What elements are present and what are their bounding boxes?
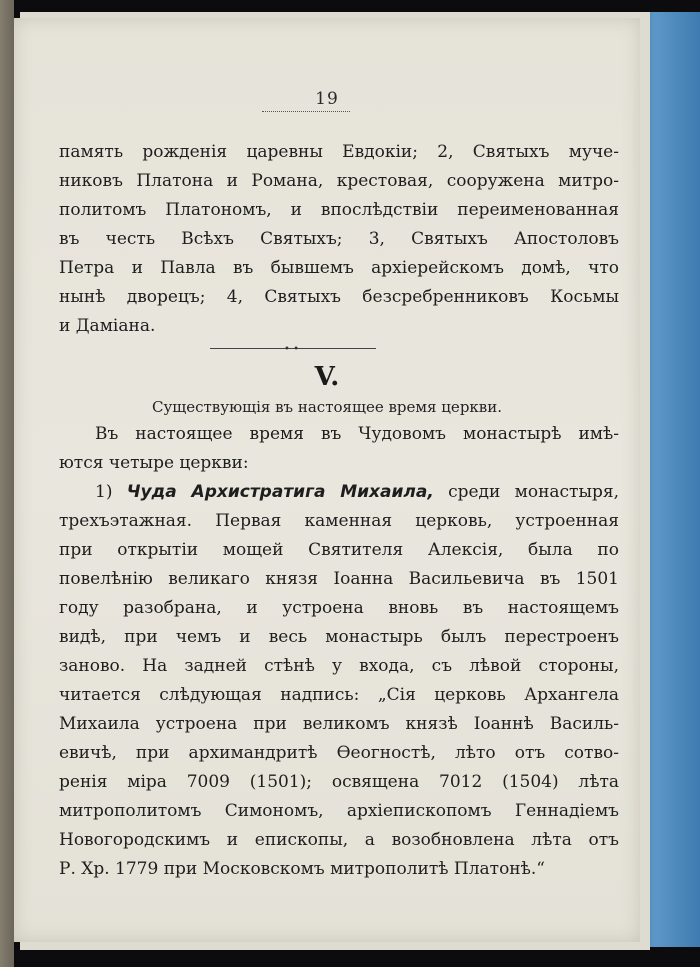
text-line: году разобрана, и устроена вновь въ настоящемъ [59,598,619,618]
text-line: ренія міра 7009 (1501); освящена 7012 (1504) лѣта [59,772,619,792]
text-line: ются четыре церкви: [59,453,249,473]
text-line: Петра и Павла въ бывшемъ архіерейскомъ домѣ, что [59,258,619,278]
section-numeral: V. [314,362,340,392]
divider-ornament: • • [284,344,299,355]
text-line: при открытіи мощей Святителя Алексія, была по [59,540,619,560]
text-line: Михаила устроена при великомъ князѣ Іоаннѣ Василь- [59,714,619,734]
page-number-rule [262,111,350,112]
paragraph-churches-list [59,138,619,341]
text-line: заново. На задней стѣнѣ у входа, съ лѣвой стороны, [59,656,619,676]
item-heading-line [59,478,619,507]
adjacent-page-edge [0,0,14,967]
book-page [14,18,640,942]
item-text: среди монастыря, [448,482,620,502]
text-line: читается слѣдующая надпись: „Сія церковь Архангела [59,685,619,705]
page-number: 19 [315,89,339,109]
item-number: 1) [95,482,113,502]
text-line: въ честь Всѣхъ Святыхъ; 3, Святыхъ Апостоловъ [59,229,619,249]
text-line: евичѣ, при архимандритѣ Ѳеогностѣ, лѣто отъ сотво- [59,743,619,763]
text-line: нынѣ дворецъ; 4, Святыхъ безсребренниковъ Косьмы [59,287,619,307]
text-line: Въ настоящее время въ Чудовомъ монастырѣ имѣ- [95,424,619,444]
text-line: и Даміана. [59,316,156,336]
text-line: политомъ Платономъ, и впослѣдствіи переименованная [59,200,619,220]
text-line: видѣ, при чемъ и весь монастырь былъ перестроенъ [59,627,619,647]
text-line: никовъ Платона и Романа, крестовая, сооружена митро- [59,171,619,191]
paragraph-existing-churches [59,420,619,884]
text-line: повелѣнію великаго князя Іоанна Васильевича въ 1501 [59,569,619,589]
text-line: Р. Хр. 1779 при Московскомъ митрополитѣ Платонѣ.“ [59,859,545,879]
text-line: память рожденія царевны Евдокіи; 2, Святыхъ муче- [59,142,619,162]
section-title: Существующія въ настоящее время церкви. [151,398,503,416]
text-line: Новогородскимъ и епископы, а возобновлена лѣта отъ [59,830,619,850]
church-name: Чуда Архистратига Михаила, [126,482,434,502]
text-line: митрополитомъ Симономъ, архіепископомъ Геннадіемъ [59,801,619,821]
text-line: трехъэтажная. Первая каменная церковь, устроенная [59,511,619,531]
